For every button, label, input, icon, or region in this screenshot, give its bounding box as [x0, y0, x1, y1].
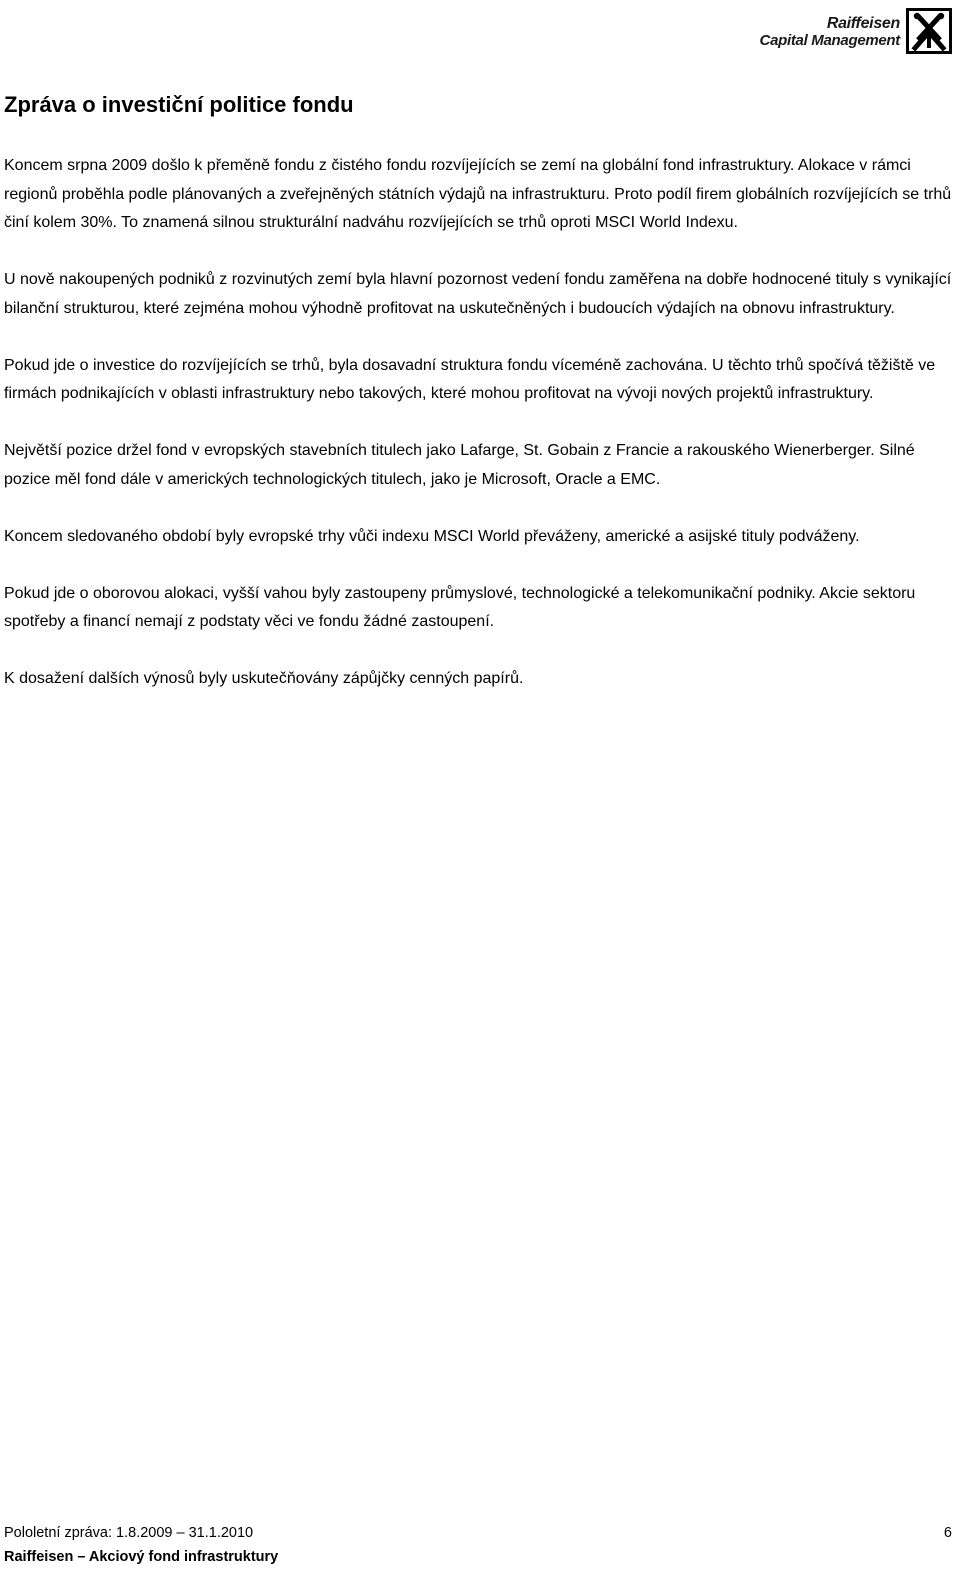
paragraph-securities-lending: K dosažení dalších výnosů byly uskutečňovány zápůjčky cenných papírů. [4, 670, 524, 687]
paragraph-sector-allocation: Pokud jde o oborovou alokaci, vyšší vahou byly zastoupeny průmyslové, technologické a telekomunikační podniky. Akcie sektoru spotřeby a financí nemají z podstaty věci ve fondu žádné zastoupení. [4, 584, 916, 630]
report-period: Pololetní zpráva: 1.8.2009 – 31.1.2010 [4, 1525, 254, 1541]
paragraph-largest-positions: Největší pozice držel fond v evropských stavebních titulech jako Lafarge, St. Gobain z Francie a rakouského Wienerberger. Silné pozice měl fond dále v amerických technologických titulech, jako je Microsoft, Oracle a EMC. [4, 442, 915, 488]
logo-line-1: Raiffeisen [826, 15, 900, 32]
paragraph-regional-weights: Koncem sledovaného období byly evropské trhy vůči indexu MSCI World převáženy, americké a asijské tituly podváženy. [4, 527, 860, 545]
logo-line-2: Capital Management [759, 32, 900, 49]
paragraph-region-allocation: Koncem srpna 2009 došlo k přeměně fondu z čistého fondu rozvíjejících se zemí na globální fond infrastruktury. Alokace v rámci regionů proběhla podle plánovaných a zveřejněných státních výdajů na infrastrukturu. Proto podíl firem globálních rozvíjejících se trhů činí kolem 30%. To znamená silnou strukturální nadváhu rozvíjejících se trhů oproti MSCI World Indexu. [4, 157, 952, 231]
paragraph-developed-markets: U nově nakoupených podniků z rozvinutých zemí byla hlavní pozornost vedení fondu zaměřena na dobře hodnocené tituly s vynikající bilanční strukturou, které zejména mohou výhodně profitovat na uskutečněných i budoucích výdajích na obnovu infrastruktury. [4, 271, 952, 317]
page-title: Zpráva o investiční politice fondu [4, 92, 354, 117]
logo-wordmark [760, 15, 900, 49]
fund-name: Raiffeisen – Akciový fond infrastruktury [4, 1549, 279, 1565]
paragraph-emerging-markets: Pokud jde o investice do rozvíjejících se trhů, byla dosavadní struktura fondu víceméně zachována. U těchto trhů spočívá těžiště ve firmách podnikajících v oblasti infrastruktury nebo takových, které mohou profitovat na vývoji nových projektů infrastruktury. [4, 356, 936, 402]
page-number: 6 [943, 1525, 952, 1541]
raiffeisen-gable-cross-icon [906, 8, 952, 54]
footer-row [4, 1521, 952, 1545]
report-body [4, 152, 952, 722]
company-logo [734, 8, 954, 54]
page-footer [4, 1521, 952, 1569]
